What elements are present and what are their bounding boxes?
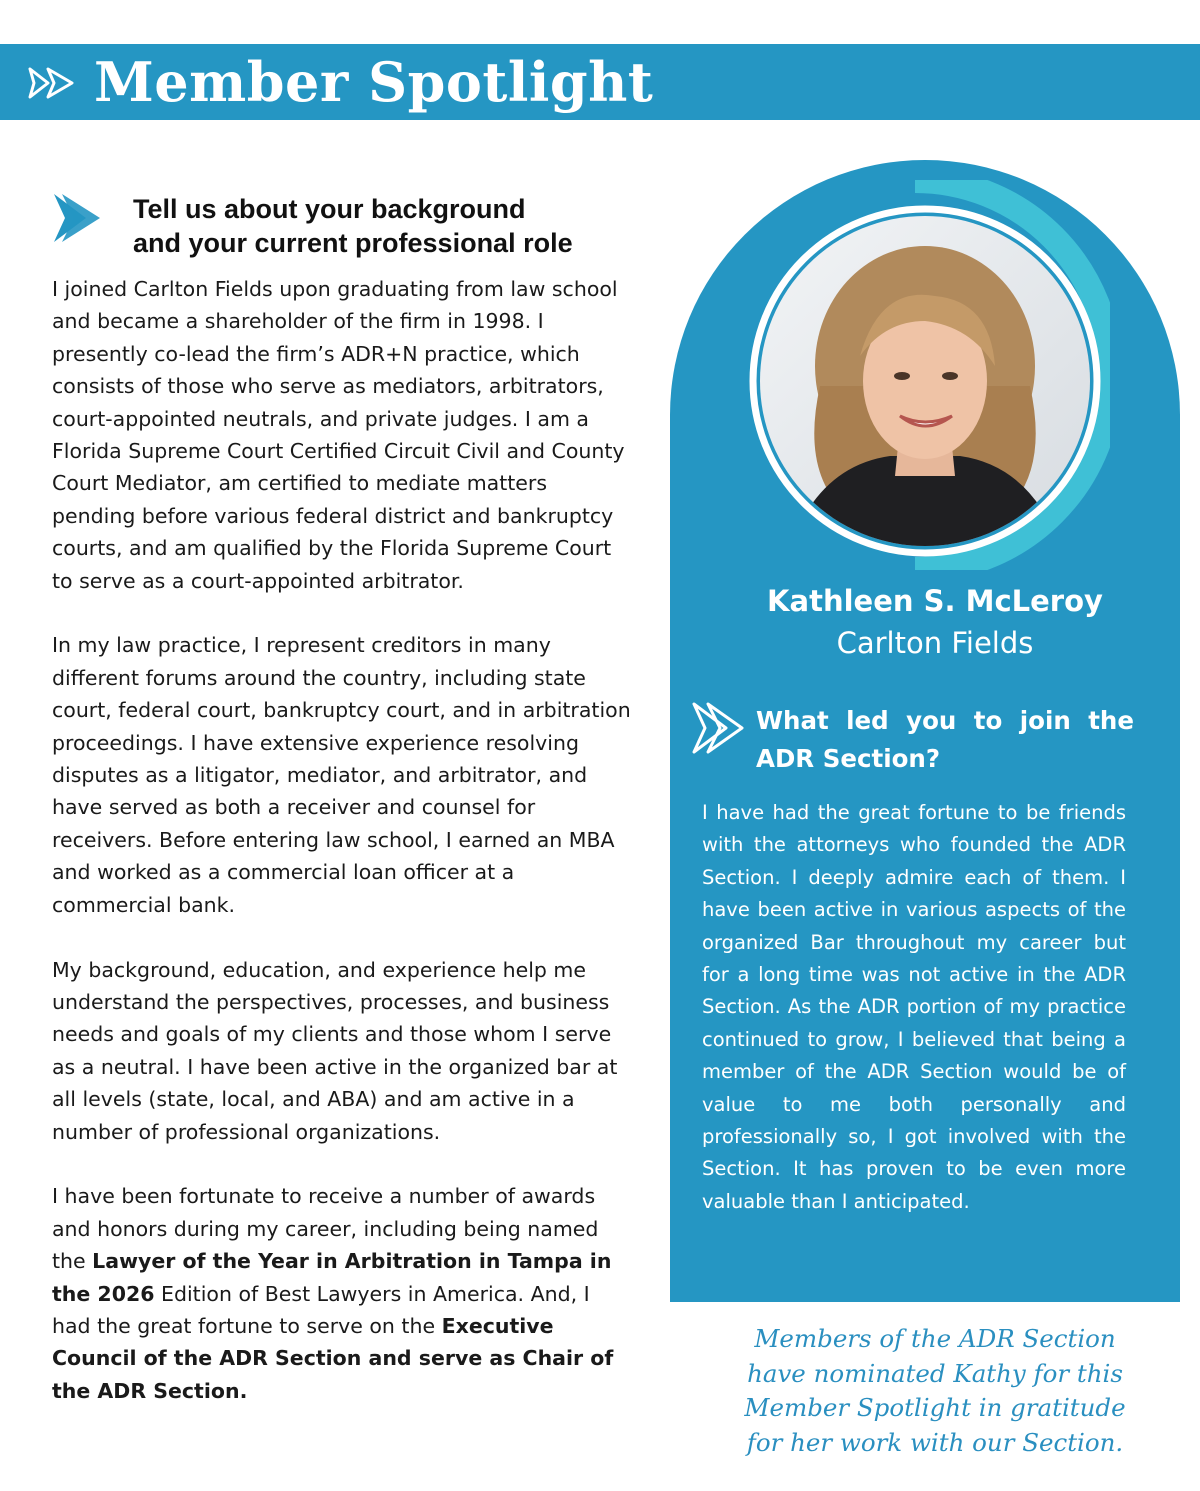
nomination-quote (690, 1322, 1180, 1460)
member-name: Kathleen S. McLeroy (767, 584, 1103, 618)
profile-photo (760, 216, 1090, 546)
paragraph: In my law practice, I represent creditors in many different forums around the country, including state court, federal court, bankruptcy court, and in arbitration proceedings. I have extensive experience resolving disputes as a litigator, mediator, and arbitrator, and have served as both a receiver and counsel for receivers. Before entering law school, I earned an MBA and worked as a commercial loan officer at a commercial bank. (52, 633, 631, 917)
section-heading-background (133, 192, 653, 260)
member-organization: Carlton Fields (836, 626, 1034, 660)
paragraph: I joined Carlton Fields upon graduating from law school and became a shareholder of the firm in 1998. I presently co-lead the firm’s ADR+N practice, which consists of those who serve as mediators, arbitrators, court-appointed neutrals, and private judges. I am a Florida Supreme Court Certified Circuit Civil and County Court Mediator, am certified to mediate matters pending before various federal district and bankruptcy courts, and am qualified by the Florida Supreme Court to serve as a court-appointed arbitrator. (52, 277, 625, 593)
section-heading-join: What led you to join the ADR Section? (756, 706, 1134, 773)
quote-line: Members of the ADR Section (754, 1324, 1116, 1353)
quote-line: Member Spotlight in gratitude (744, 1393, 1126, 1422)
double-chevron-icon (28, 66, 78, 100)
role-highlight: Executive Council of the ADR Section and serve as Chair of the ADR Section. (52, 1313, 614, 1403)
background-text (52, 273, 632, 1440)
paragraph: My background, education, and experience help me understand the perspectives, processes, and business needs and goals of my clients and those whom I serve as a neutral. I have been active in the organized bar at all levels (state, local, and ABA) and am active in a number of professional organizations. (52, 957, 618, 1144)
quote-line: have nominated Kathy for this (747, 1358, 1123, 1388)
award-highlight: Lawyer of the Year in Arbitration in Tampa in the 2026 (52, 1249, 612, 1306)
awards-text: Edition of Best Lawyers in America. And, I had the great fortune to serve on the (52, 1281, 590, 1338)
quote-line: for her work with our Section. (746, 1427, 1124, 1457)
awards-text: I have been fortunate to receive a number of awards and honors during my career, including being named the (52, 1184, 599, 1274)
chevron-arrow-icon (692, 702, 748, 754)
heading-line-1: Tell us about your background (133, 194, 526, 224)
join-answer-text: I have had the great fortune to be friends with the attorneys who founded the ADR Section. I deeply admire each of them. I have been active in various aspects of the organized Bar throughout my career but for a long time was not active in the ADR Section. As the ADR portion of my practice continued to grow, I believed that being a member of the ADR Section would be of value to me both personally and professionally so, I got involved with the Section. It has proven to be even more valuable than I anticipated. (702, 801, 1126, 1213)
page-title: Member Spotlight (94, 50, 654, 114)
chevron-arrow-icon (52, 192, 108, 244)
awards-paragraph (52, 1180, 632, 1407)
header-banner (0, 44, 1200, 120)
heading-line-2: and your current professional role (133, 228, 573, 258)
